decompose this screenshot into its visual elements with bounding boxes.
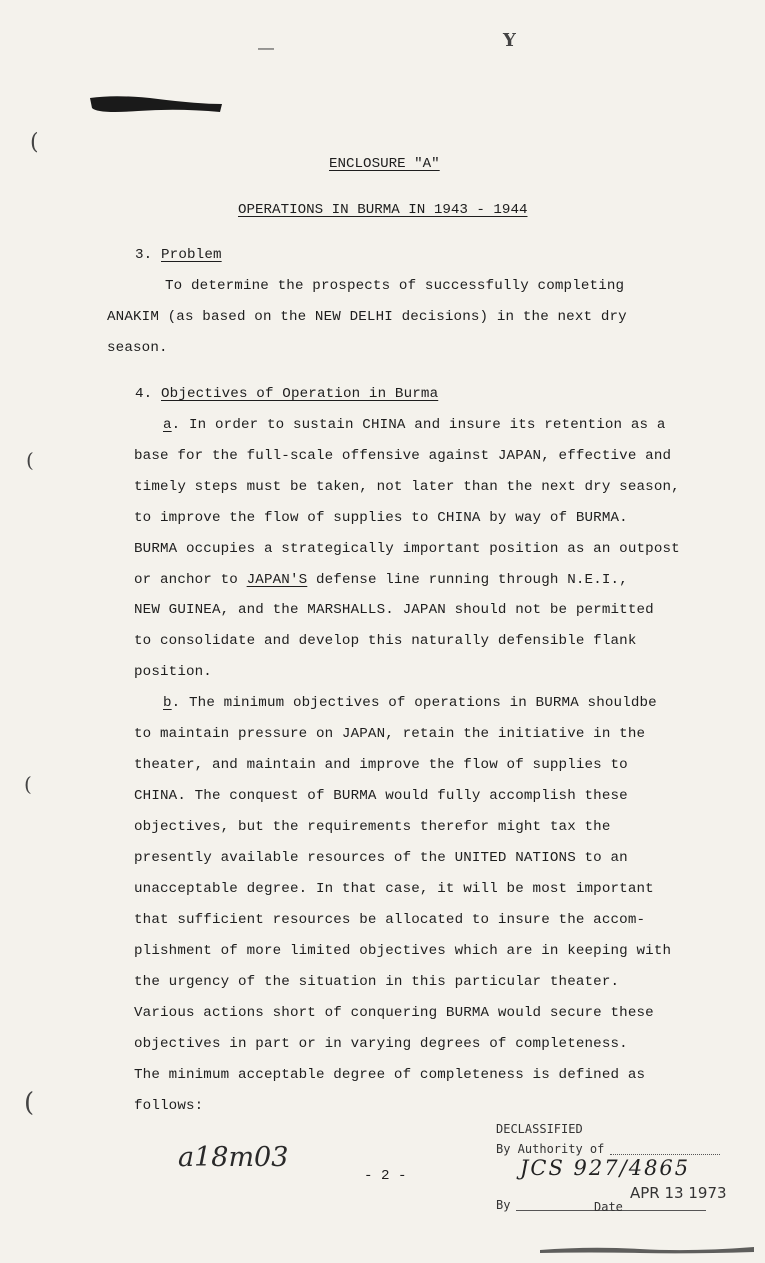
para-a-line: position. <box>134 664 212 680</box>
operations-subtitle: OPERATIONS IN BURMA IN 1943 - 1944 <box>238 202 528 218</box>
para-b-line: follows: <box>134 1098 204 1114</box>
page-number: - 2 - <box>364 1168 407 1184</box>
stamp-title: DECLASSIFIED <box>496 1122 583 1136</box>
margin-mark: ( <box>24 772 32 796</box>
para-text: . In order to sustain CHINA and insure its retention as a <box>171 417 666 433</box>
declassification-stamp <box>490 1122 740 1218</box>
para-b-line: unacceptable degree. In that case, it will be most important <box>134 881 654 897</box>
para-b-line: presently available resources of the UNITED NATIONS to an <box>134 850 628 866</box>
para-b-line: objectives in part or in varying degrees of completeness. <box>134 1036 628 1052</box>
underlined-word: JAPAN'S <box>246 572 308 588</box>
stamp-date-label: Date <box>594 1200 623 1214</box>
para-a-line <box>134 572 628 588</box>
stamp-by-label: By <box>496 1198 511 1212</box>
section-heading: Objectives of Operation in Burma <box>161 386 439 402</box>
para-letter: a <box>163 417 172 433</box>
scan-artifact <box>540 1242 755 1256</box>
para-a-first-line <box>163 417 666 433</box>
section-3-line: season. <box>107 340 168 356</box>
para-text: or anchor to <box>134 572 247 588</box>
stamp-date: APR 13 1973 <box>630 1184 727 1202</box>
para-b-line: the urgency of the situation in this particular theater. <box>134 974 620 990</box>
stamp-authority-rule <box>610 1154 720 1155</box>
margin-mark: ( <box>24 1088 35 1118</box>
para-a-line: timely steps must be taken, not later than the next dry season, <box>134 479 680 495</box>
section-3-line: To determine the prospects of successfully completing <box>165 278 625 294</box>
section-heading: Problem <box>161 247 222 263</box>
section-number: 3. <box>135 247 153 263</box>
para-b-line: objectives, but the requirements therefor might tax the <box>134 819 611 835</box>
para-letter: b <box>163 695 172 711</box>
stamp-authority-value: JCS 927/4865 <box>520 1156 691 1180</box>
para-b-first-line <box>163 695 657 711</box>
section-4-heading <box>135 386 438 402</box>
section-number: 4. <box>135 386 153 402</box>
para-b-line: Various actions short of conquering BURMA would secure these <box>134 1005 654 1021</box>
para-b-line: CHINA. The conquest of BURMA would fully accomplish these <box>134 788 628 804</box>
para-a-line: BURMA occupies a strategically important position as an outpost <box>134 541 680 557</box>
redaction-bar <box>88 92 224 116</box>
para-text: defense line running through N.E.I., <box>307 572 628 588</box>
para-a-line: NEW GUINEA, and the MARSHALLS. JAPAN should not be permitted <box>134 602 654 618</box>
para-b-line: theater, and maintain and improve the flow of supplies to <box>134 757 628 773</box>
para-a-line: to improve the flow of supplies to CHINA by way of BURMA. <box>134 510 628 526</box>
section-3-line: ANAKIM (as based on the NEW DELHI decisions) in the next dry <box>107 309 627 325</box>
para-b-line: that sufficient resources be allocated to insure the accom- <box>134 912 646 928</box>
handwritten-code: a18m03 <box>178 1142 289 1173</box>
para-text: . The minimum objectives of operations in BURMA shouldbe <box>171 695 657 711</box>
stamp-authority-label: By Authority of <box>496 1142 605 1156</box>
enclosure-title: ENCLOSURE "A" <box>329 156 440 172</box>
para-b-line: The minimum acceptable degree of completeness is defined as <box>134 1067 646 1083</box>
para-b-line: plishment of more limited objectives which are in keeping with <box>134 943 672 959</box>
ink-mark: ― <box>258 38 274 57</box>
margin-mark: ( <box>30 130 39 155</box>
para-a-line: base for the full-scale offensive against JAPAN, effective and <box>134 448 672 464</box>
para-b-line: to maintain pressure on JAPAN, retain the initiative in the <box>134 726 646 742</box>
section-3-heading <box>135 247 222 263</box>
margin-mark: ( <box>26 448 34 472</box>
header-mark: Y <box>503 30 516 51</box>
para-a-line: to consolidate and develop this naturally defensible flank <box>134 633 637 649</box>
